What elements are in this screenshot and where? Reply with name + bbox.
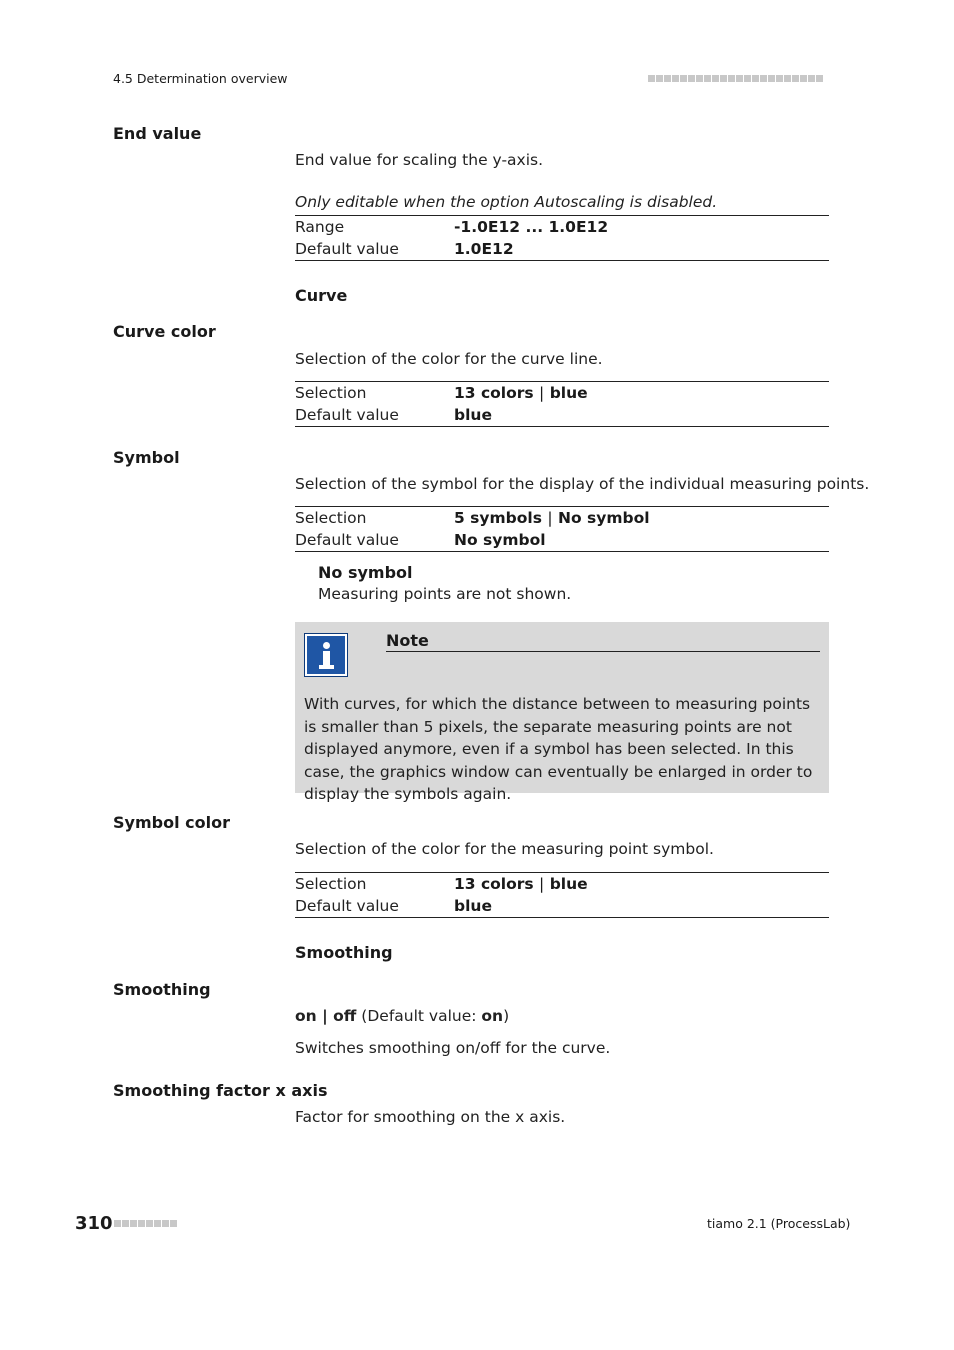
section-title-curve: Curve [295, 286, 348, 305]
table-row [295, 529, 829, 551]
table-row [295, 895, 829, 917]
selection-separator: | [547, 509, 553, 527]
curve-color-description: Selection of the color for the curve line. [295, 350, 603, 368]
selection-value [454, 384, 588, 402]
symbol-color-description: Selection of the color for the measuring point symbol. [295, 840, 714, 858]
default-value: blue [454, 406, 492, 424]
symbol-description: Selection of the symbol for the display of the individual measuring points. [295, 475, 870, 493]
note-title: Note [386, 631, 820, 652]
param-title-smoothing-factor-x: Smoothing factor x axis [113, 1081, 328, 1100]
selection-label: Selection [295, 509, 367, 527]
selection-option: blue [549, 875, 588, 893]
end-value-description: End value for scaling the y-axis. [295, 151, 544, 169]
option-separator: | [316, 1007, 334, 1025]
param-title-smoothing: Smoothing [113, 980, 211, 999]
header-decoration [648, 75, 823, 82]
page-number: 310 [75, 1213, 113, 1234]
default-suffix: ) [503, 1007, 510, 1025]
selection-option: 13 colors [454, 384, 534, 402]
smoothing-description: Switches smoothing on/off for the curve. [295, 1039, 611, 1057]
end-value-table [295, 215, 829, 261]
selection-option: 13 colors [454, 875, 534, 893]
selection-value [454, 875, 588, 893]
default-label: Default value [295, 897, 399, 915]
range-value: -1.0E12 ... 1.0E12 [454, 218, 609, 236]
smoothing-factor-x-description: Factor for smoothing on the x axis. [295, 1108, 566, 1126]
default-label: Default value [295, 240, 399, 258]
default-label: Default value [295, 406, 399, 424]
option-description-no-symbol: Measuring points are not shown. [318, 585, 572, 603]
running-header: 4.5 Determination overview [113, 71, 288, 86]
default-prefix: (Default value: [356, 1007, 482, 1025]
selection-option: No symbol [558, 509, 650, 527]
footer-decoration [114, 1220, 177, 1227]
table-row [295, 507, 829, 529]
table-row [295, 216, 829, 238]
param-title-symbol-color: Symbol color [113, 813, 230, 832]
footer-product: tiamo 2.1 (ProcessLab) [707, 1216, 851, 1231]
info-icon [304, 633, 348, 677]
selection-value [454, 509, 650, 527]
default-value: on [481, 1007, 504, 1025]
param-title-curve-color: Curve color [113, 322, 216, 341]
selection-option: 5 symbols [454, 509, 542, 527]
symbol-color-table [295, 872, 829, 918]
table-row [295, 873, 829, 895]
default-label: Default value [295, 531, 399, 549]
selection-label: Selection [295, 384, 367, 402]
curve-color-table [295, 381, 829, 427]
note-text: With curves, for which the distance between to measuring points is smaller than 5 pixels, the separate measuring points are not displayed anymore, even if a symbol has been selected. In this case, the graphics window can eventually be enlarged in order to display the symbols again. [304, 695, 813, 803]
smoothing-options [295, 1007, 509, 1025]
param-title-end-value: End value [113, 124, 202, 143]
range-label: Range [295, 218, 345, 236]
selection-option: blue [549, 384, 588, 402]
selection-separator: | [539, 384, 545, 402]
end-value-editable-note: Only editable when the option Autoscaling is disabled. [295, 193, 718, 211]
selection-separator: | [539, 875, 545, 893]
default-value: No symbol [454, 531, 546, 549]
table-row [295, 238, 829, 260]
table-row [295, 404, 829, 426]
section-title-smoothing: Smoothing [295, 943, 393, 962]
note-box [295, 622, 829, 803]
table-row [295, 382, 829, 404]
symbol-table [295, 506, 829, 552]
option-off: off [333, 1007, 357, 1025]
selection-label: Selection [295, 875, 367, 893]
default-value: blue [454, 897, 492, 915]
default-value: 1.0E12 [454, 240, 514, 258]
option-on: on [295, 1007, 317, 1025]
option-title-no-symbol: No symbol [318, 563, 413, 582]
param-title-symbol: Symbol [113, 448, 180, 467]
